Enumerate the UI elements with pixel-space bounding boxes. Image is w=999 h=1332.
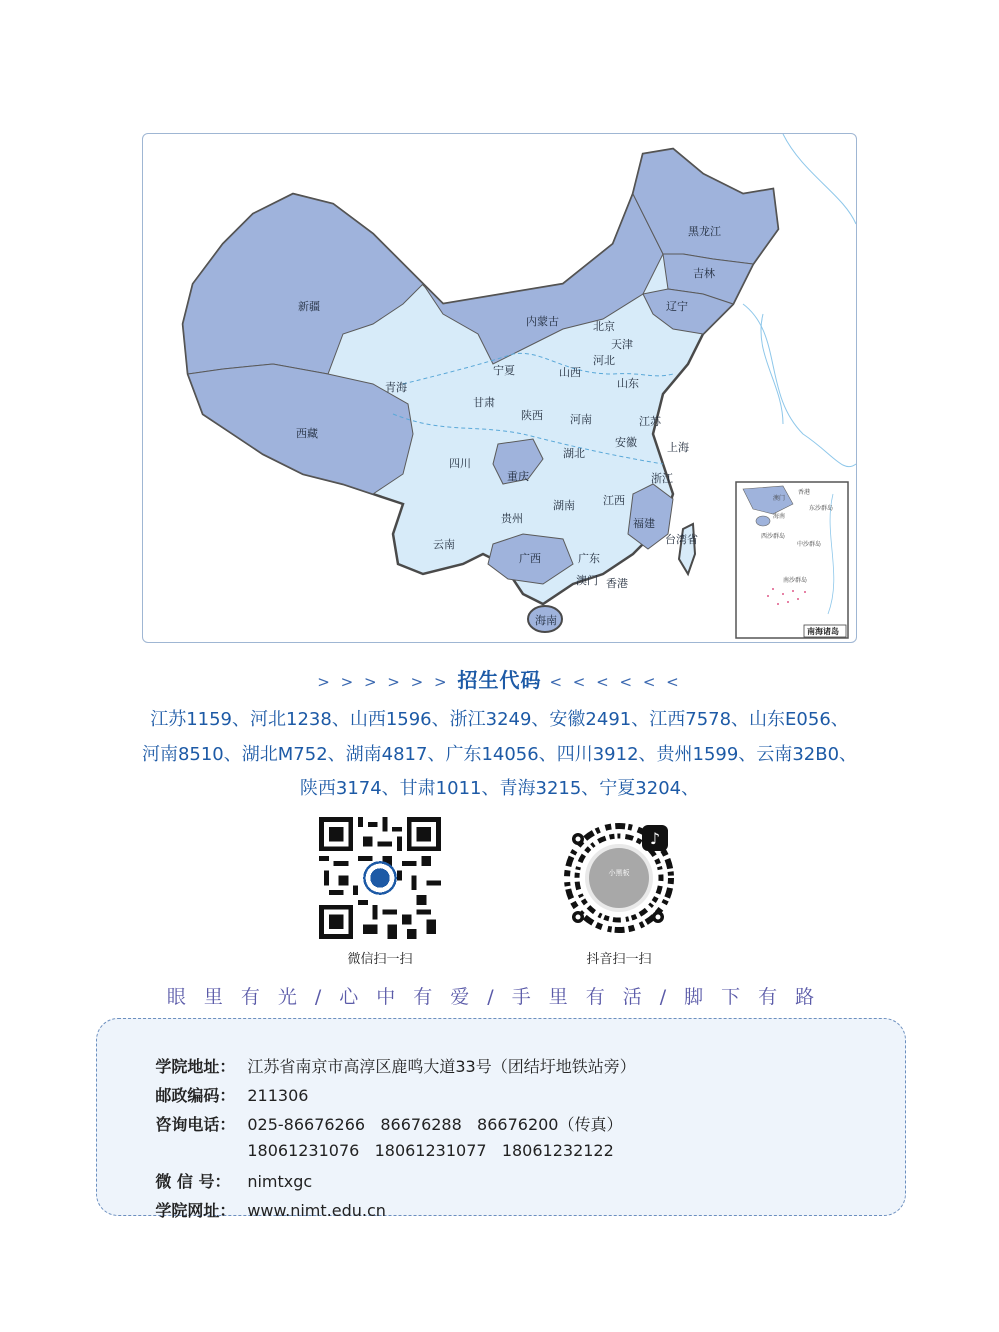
slogan: 眼里有光/心中有爱/手里有活/脚下有路 xyxy=(166,986,833,1008)
codes-line-3: 陕西3174、甘肃1011、青海3215、宁夏3204、 xyxy=(299,778,700,799)
label-hunan: 湖南 xyxy=(553,499,575,512)
douyin-logo-icon: ♪ xyxy=(649,829,661,848)
label-taiwan: 台湾省 xyxy=(665,533,698,546)
south-sea-inset xyxy=(736,482,848,638)
wechat-qr-code[interactable] xyxy=(319,817,441,939)
douyin-caption: 抖音扫一扫 xyxy=(586,952,652,967)
label-shaanxi: 陕西 xyxy=(521,409,543,422)
label-jilin: 吉林 xyxy=(693,267,715,280)
wechat-key: 微 信 号： xyxy=(155,1172,231,1191)
phone-key: 咨询电话： xyxy=(155,1115,236,1134)
china-map-svg xyxy=(143,134,856,642)
inset-label-macau: 澳门 xyxy=(773,495,786,502)
label-guangxi: 广西 xyxy=(519,552,541,565)
postcode-value: 211306 xyxy=(247,1086,309,1105)
inset-label-xisha: 西沙群岛 xyxy=(761,533,786,540)
label-gansu: 甘肃 xyxy=(473,396,495,409)
label-anhui: 安徽 xyxy=(615,436,637,449)
arrows-left: > > > > > > xyxy=(317,673,450,691)
china-map xyxy=(142,133,857,643)
douyin-code-svg xyxy=(558,817,680,939)
label-sichuan: 四川 xyxy=(449,457,471,470)
inset-label-hainan: 海南 xyxy=(773,513,786,520)
label-chongqing: 重庆 xyxy=(507,470,529,483)
contact-info-box xyxy=(96,1018,906,1220)
label-liaoning: 辽宁 xyxy=(666,300,688,313)
codes-title: 招生代码 xyxy=(457,668,542,692)
wechat-qr-svg xyxy=(319,817,441,939)
label-hongkong: 香港 xyxy=(606,577,628,590)
coastline-japan xyxy=(783,134,856,224)
label-xizang: 西藏 xyxy=(296,427,318,440)
label-jiangxi: 江西 xyxy=(603,494,625,507)
label-shandong: 山东 xyxy=(617,377,639,390)
inset-label-zhongsha: 中沙群岛 xyxy=(797,541,822,548)
address-key: 学院地址： xyxy=(155,1057,236,1076)
arrows-right: < < < < < < xyxy=(549,673,682,691)
label-macau: 澳门 xyxy=(576,574,598,587)
inset-label-hongkong: 香港 xyxy=(798,489,811,496)
label-yunnan: 云南 xyxy=(433,538,455,551)
postcode-key: 邮政编码： xyxy=(155,1086,236,1105)
label-fujian: 福建 xyxy=(633,517,655,530)
douyin-code[interactable] xyxy=(558,817,680,939)
douyin-inner-text: 小黑板 xyxy=(608,869,630,877)
wechat-caption: 微信扫一扫 xyxy=(347,952,413,967)
label-heilongjiang: 黑龙江 xyxy=(688,225,721,238)
label-qinghai: 青海 xyxy=(385,381,407,394)
label-guizhou: 贵州 xyxy=(501,512,523,525)
inset-label-nansha: 南沙群岛 xyxy=(783,577,808,584)
inset-title: 南海诸岛 xyxy=(807,627,839,636)
codes-heading xyxy=(0,664,999,693)
label-beijing: 北京 xyxy=(593,320,615,333)
phone-value-2: 18061231076 18061231077 18061232122 xyxy=(247,1141,614,1160)
label-jiangsu: 江苏 xyxy=(639,415,661,428)
inset-label-dongsha: 东沙群岛 xyxy=(809,505,834,512)
website-key: 学院网址： xyxy=(155,1201,236,1220)
label-shanxi: 山西 xyxy=(559,366,581,379)
province-taiwan xyxy=(679,524,695,574)
coastline-korea xyxy=(743,304,856,467)
phone-value-1: 025-86676266 86676288 86676200（传真） xyxy=(247,1115,623,1134)
label-hainan: 海南 xyxy=(535,614,557,627)
label-henan: 河南 xyxy=(570,413,592,426)
label-xinjiang: 新疆 xyxy=(298,300,320,313)
label-shanghai: 上海 xyxy=(667,441,689,454)
website-link[interactable]: www.nimt.edu.cn xyxy=(247,1201,386,1220)
coastline-sea xyxy=(761,314,783,424)
label-hubei: 湖北 xyxy=(563,447,585,460)
codes-line-2: 河南8510、湖北M752、湖南4817、广东14056、四川3912、贵州1599、云南32B0、 xyxy=(141,744,858,765)
codes-line-1: 江苏1159、河北1238、山西1596、浙江3249、安徽2491、江西7578、山东E056、 xyxy=(150,709,849,730)
website-row xyxy=(135,1179,386,1240)
wechat-value: nimtxgc xyxy=(247,1172,313,1191)
label-zhejiang: 浙江 xyxy=(651,472,673,485)
label-ningxia: 宁夏 xyxy=(493,364,515,377)
label-guangdong: 广东 xyxy=(578,552,600,565)
label-tianjin: 天津 xyxy=(611,338,633,351)
label-neimenggu: 内蒙古 xyxy=(526,315,559,328)
label-hebei: 河北 xyxy=(593,354,615,367)
address-value: 江苏省南京市高淳区鹿鸣大道33号（团结圩地铁站旁） xyxy=(247,1057,636,1076)
